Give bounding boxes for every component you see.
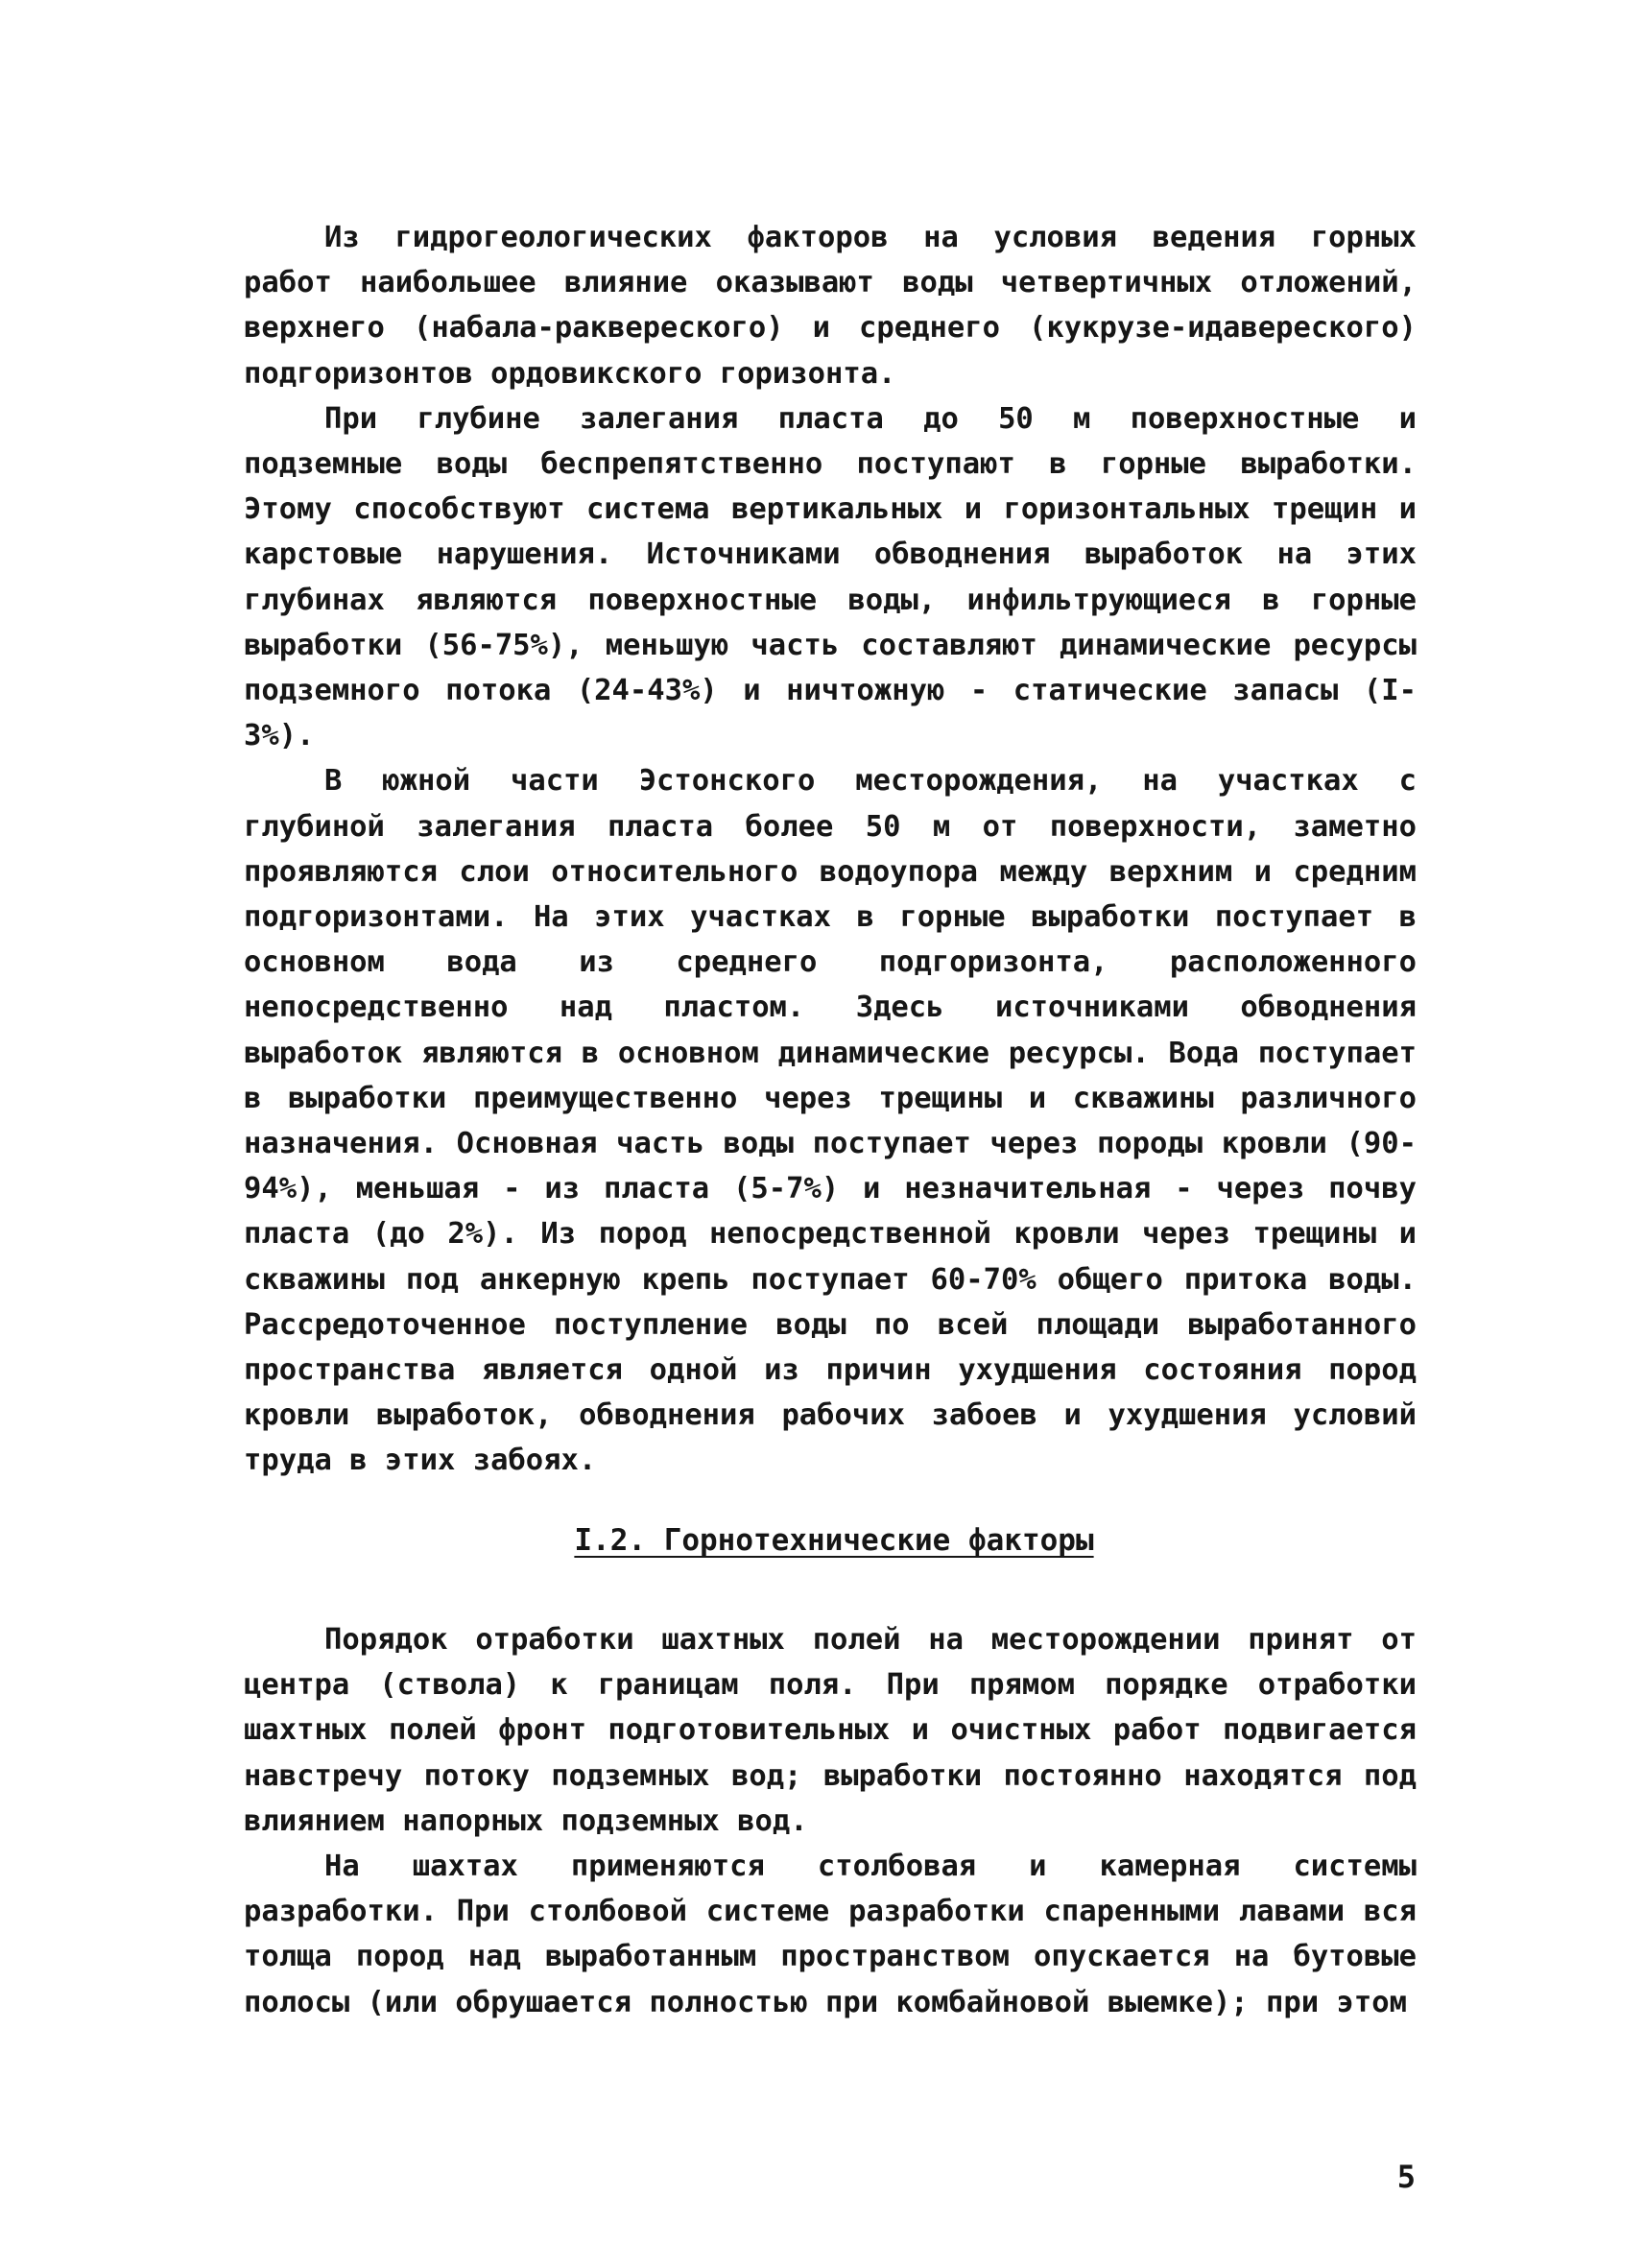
paragraph: В южной части Эстонского месторождения, на участках с глубиной залегания пласта более 50 м от поверхности, заметно проявляются слои относительного водоупора между верхним и средним подгоризонтами. На этих участках в горные выработки поступает в основном вода из среднего подгоризонта, расположенного непосредственно над пластом. Здесь источниками обводнения выработок являются в основном динамические ресурсы. Вода поступает в выработки преимущественно через трещины и скважины различного назначения. Основная часть воды поступает через породы кровли (90-94%), меньшая - из пласта (5-7%) и незначительная - через почву пласта (до 2%). Из пород непосредственной кровли через трещины и скважины под анкерную крепь поступает 60-70% общего притока воды. Рассредоточенное поступление воды по всей площади выработанного пространства является одной из причин ухудшения состояния пород кровли выработок, обводнения рабочих забоев и ухудшения условий труда в этих забоях. bbox=[244, 764, 1417, 1478]
paragraph: Порядок отработки шахтных полей на месторождении принят от центра (ствола) к границам поля. При прямом порядке отработки шахтных полей фронт подготовительных и очистных работ подвигается навстречу потоку подземных вод; выработки постоянно находятся под влиянием напорных подземных вод. bbox=[244, 1623, 1417, 1838]
section-heading-wrap bbox=[244, 1518, 1417, 1564]
body-text-section-2 bbox=[244, 1617, 1417, 2025]
page-number: 5 bbox=[1396, 2159, 1416, 2195]
paragraph: Из гидрогеологических факторов на условия ведения горных работ наибольшее влияние оказывают воды четвертичных отложений, верхнего (набала-раквереского) и среднего (кукрузе-идавереского) подгоризонтов ордовикского горизонта. bbox=[244, 221, 1417, 391]
section-heading: I.2. Горнотехнические факторы bbox=[574, 1523, 1094, 1558]
paragraph: На шахтах применяются столбовая и камерная системы разработки. При столбовой системе разработки спаренными лавами вся толща пород над выработанным пространством опускается на бутовые полосы (или обрушается полностью при комбайновой выемке); при этом bbox=[244, 1850, 1417, 2019]
body-text-section-1 bbox=[244, 215, 1417, 1484]
paragraph: При глубине залегания пласта до 50 м поверхностные и подземные воды беспрепятственно поступают в горные выработки. Этому способствуют система вертикальных и горизонтальных трещин и карстовые нарушения. Источниками обводнения выработок на этих глубинах являются поверхностные воды, инфильтрующиеся в горные выработки (56-75%), меньшую часть составляют динамические ресурсы подземного потока (24-43%) и ничтожную - статические запасы (I-3%). bbox=[244, 401, 1417, 753]
